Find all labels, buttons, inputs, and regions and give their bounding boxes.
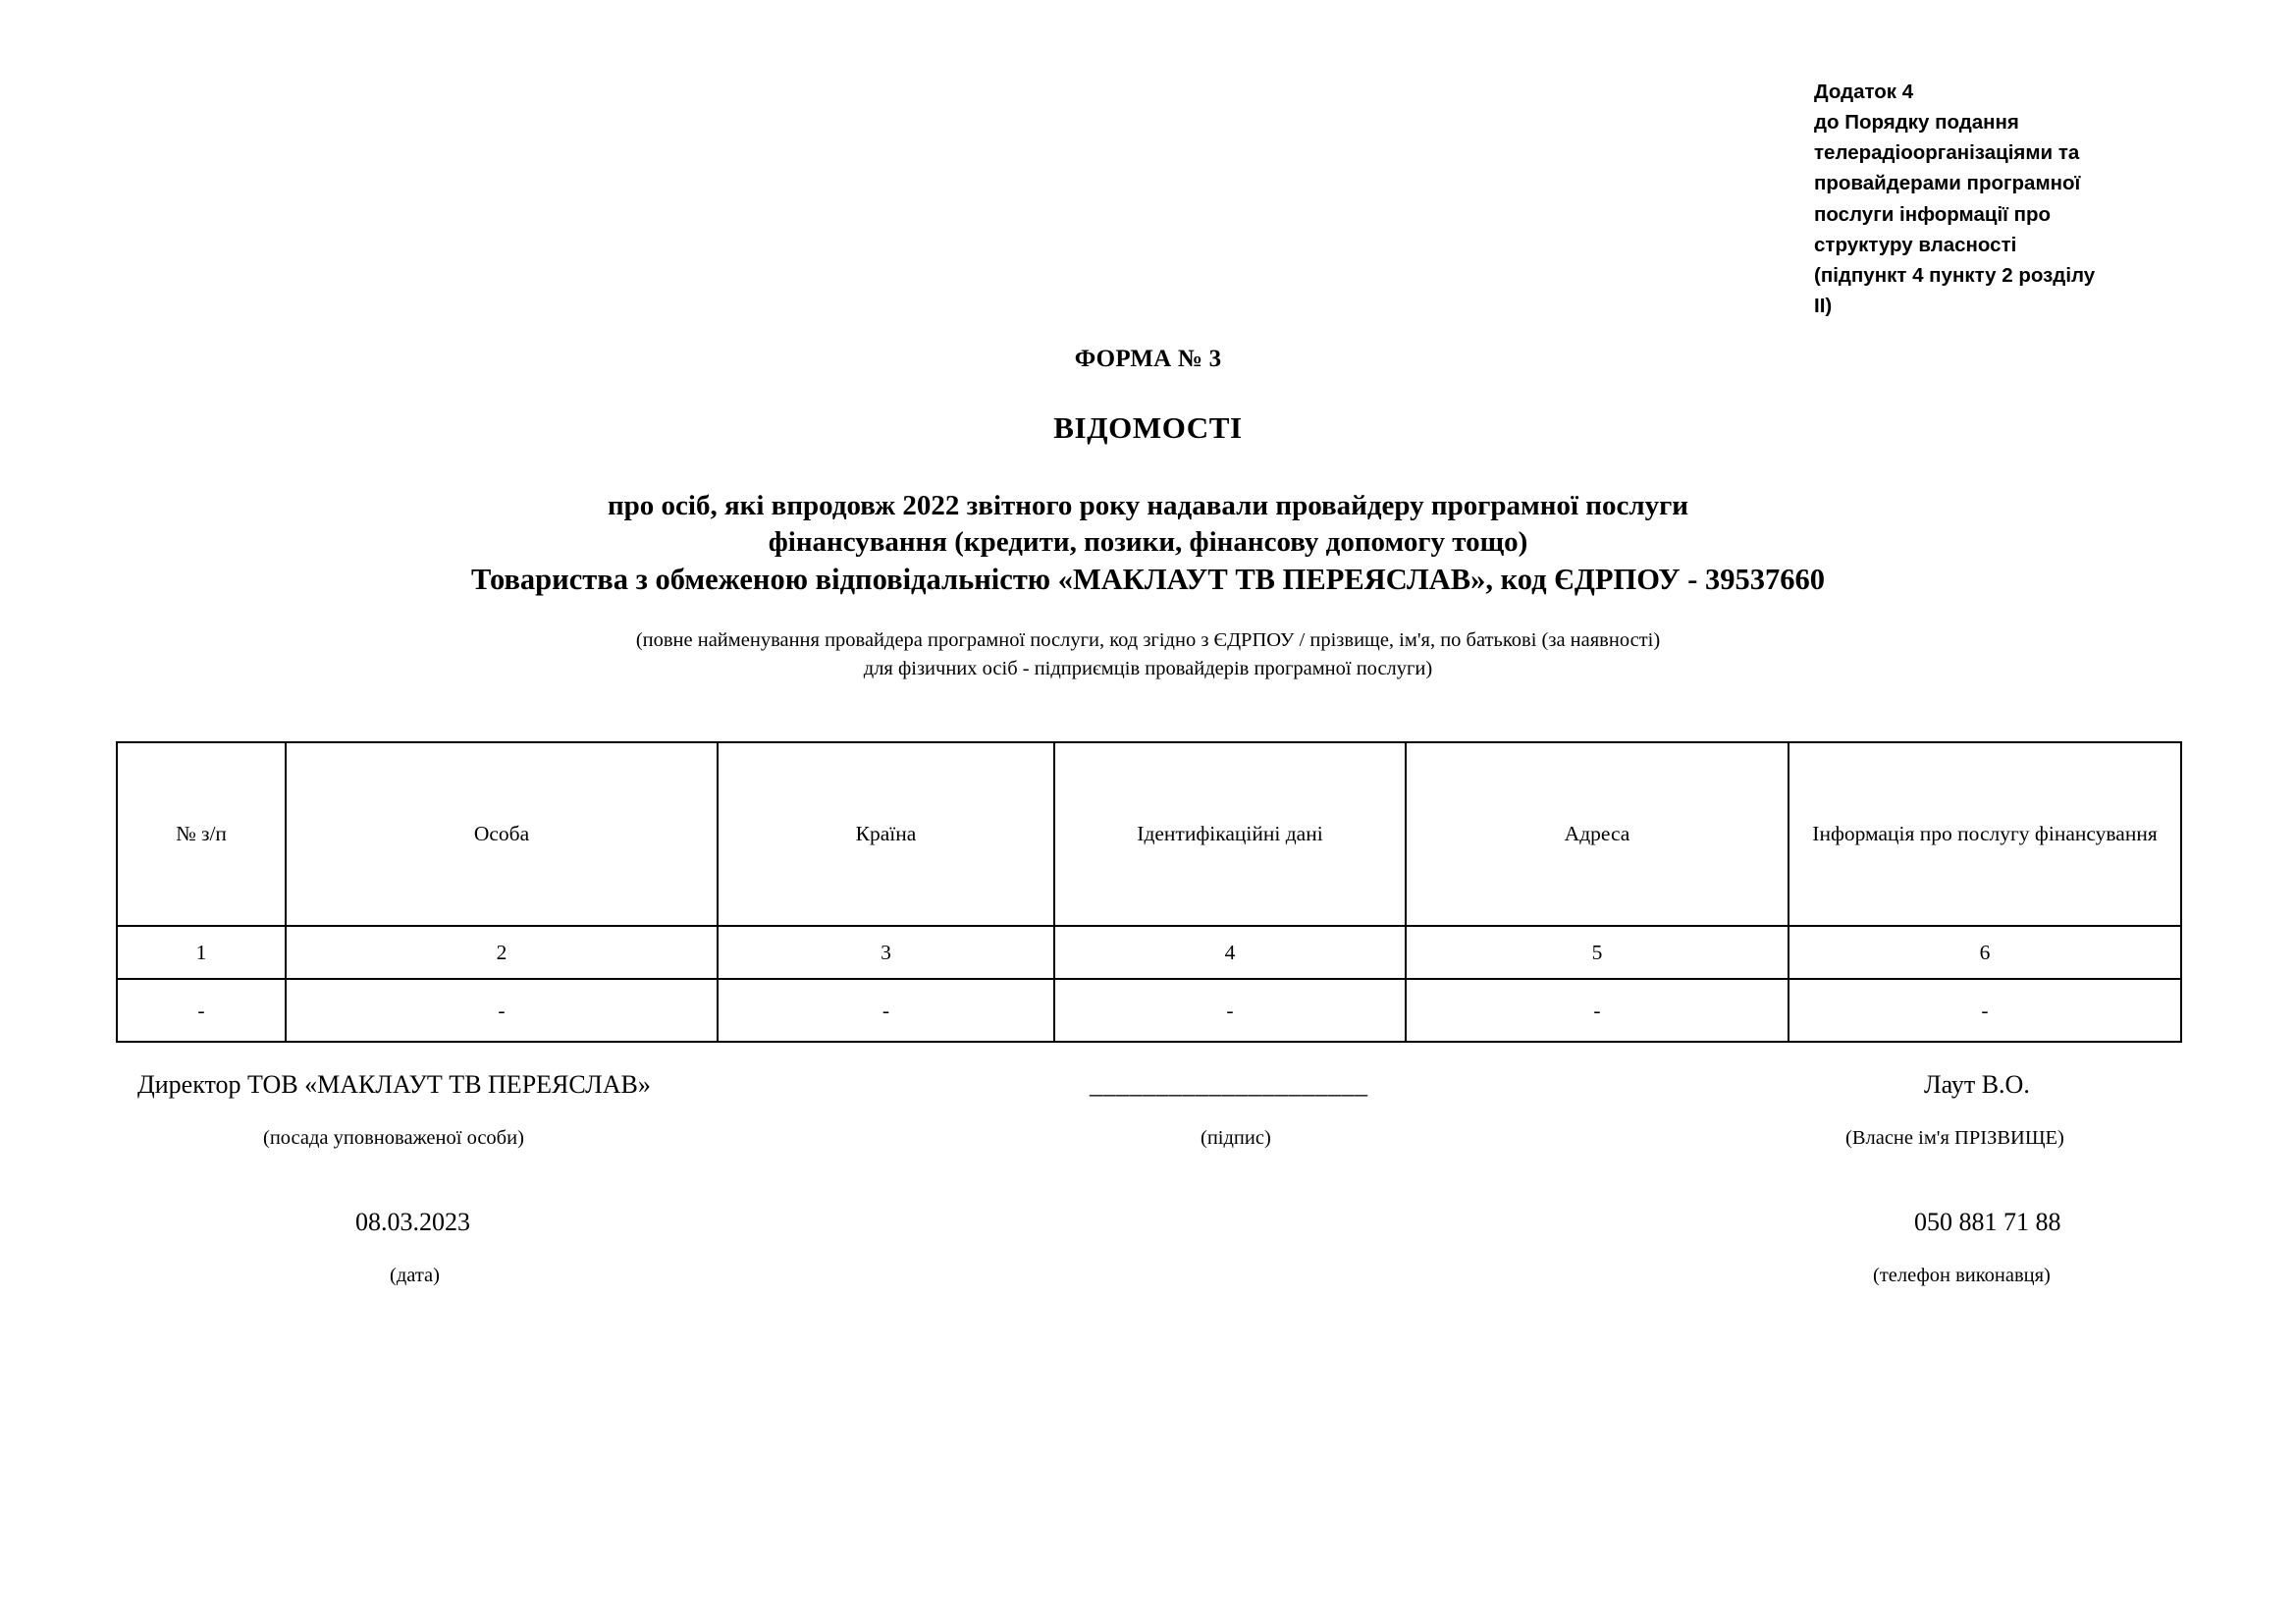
form-number: ФОРМА № 3: [1074, 346, 1222, 372]
column-header-person: Особа: [286, 742, 718, 926]
table-header-row: [117, 742, 2181, 926]
annex-line-3: телерадіоорганізаціями та: [1814, 141, 2080, 165]
table-cell-identification: -: [1054, 979, 1406, 1042]
subtitle-line-1: про осіб, які впродовж 2022 звітного року надавали провайдеру програмної послуги: [607, 490, 1689, 521]
data-table: [116, 741, 2182, 1043]
column-header-financing-info: Інформація про послугу фінансування: [1789, 742, 2181, 926]
signature-block: [0, 1070, 2296, 1316]
numbering-cell-2: 2: [286, 926, 718, 979]
table-numbering-row: [117, 926, 2181, 979]
signatory-position: Директор ТОВ «МАКЛАУТ ТВ ПЕРЕЯСЛАВ»: [137, 1070, 651, 1099]
subtitle-caption-line-1: (повне найменування провайдера програмної послуги, код згідно з ЄДРПОУ / прізвище, ім'я, по батькові (за наявності): [635, 629, 1661, 651]
table-cell-financing-info: -: [1789, 979, 2181, 1042]
numbering-cell-1: 1: [117, 926, 286, 979]
annex-line-4: провайдерами програмної: [1814, 172, 2081, 195]
table-cell-address: -: [1406, 979, 1789, 1042]
data-table-wrapper: [116, 741, 2180, 1043]
signature-date-caption: (дата): [390, 1265, 440, 1286]
document-subtitle: [0, 488, 2296, 599]
numbering-cell-5: 5: [1406, 926, 1789, 979]
page-title: ВІДОМОСТІ: [1053, 410, 1243, 445]
annex-reference-block: [1814, 77, 2226, 321]
annex-line-7: (підпункт 4 пункту 2 розділу: [1814, 263, 2096, 287]
annex-line-5: послуги інформації про: [1814, 202, 2052, 226]
column-header-country: Країна: [718, 742, 1054, 926]
annex-line-8: II): [1814, 295, 1833, 318]
table-cell-number: -: [117, 979, 286, 1042]
signature-date: 08.03.2023: [355, 1208, 470, 1236]
numbering-cell-6: 6: [1789, 926, 2181, 979]
signature-line: _____________________: [1090, 1070, 1368, 1099]
column-header-number: № з/п: [117, 742, 286, 926]
column-header-address: Адреса: [1406, 742, 1789, 926]
table-cell-country: -: [718, 979, 1054, 1042]
signatory-position-caption: (посада уповноваженої особи): [263, 1127, 524, 1149]
signatory-name: Лаут В.О.: [1924, 1070, 2030, 1099]
annex-line-1: Додаток 4: [1814, 81, 1914, 103]
annex-line-6: структуру власності: [1814, 233, 2017, 256]
table-cell-person: -: [286, 979, 718, 1042]
annex-line-2: до Порядку подання: [1814, 111, 2019, 135]
table-row: [117, 979, 2181, 1042]
executor-phone-caption: (телефон виконавця): [1873, 1265, 2051, 1286]
numbering-cell-4: 4: [1054, 926, 1406, 979]
signatory-name-caption: (Власне ім'я ПРІЗВИЩЕ): [1845, 1127, 2064, 1149]
column-header-identification: Ідентифікаційні дані: [1054, 742, 1406, 926]
subtitle-line-2: фінансування (кредити, позики, фінансову допомогу тощо): [768, 526, 1528, 559]
executor-phone: 050 881 71 88: [1914, 1208, 2061, 1236]
subtitle-caption: [0, 626, 2296, 683]
subtitle-caption-line-2: для фізичних осіб - підприємців провайдерів програмної послуги): [863, 658, 1433, 680]
signature-line-caption: (підпис): [1201, 1127, 1271, 1149]
subtitle-line-3: Товариства з обмеженою відповідальністю «МАКЛАУТ ТВ ПЕРЕЯСЛАВ», код ЄДРПОУ - 39537660: [470, 563, 1825, 597]
numbering-cell-3: 3: [718, 926, 1054, 979]
